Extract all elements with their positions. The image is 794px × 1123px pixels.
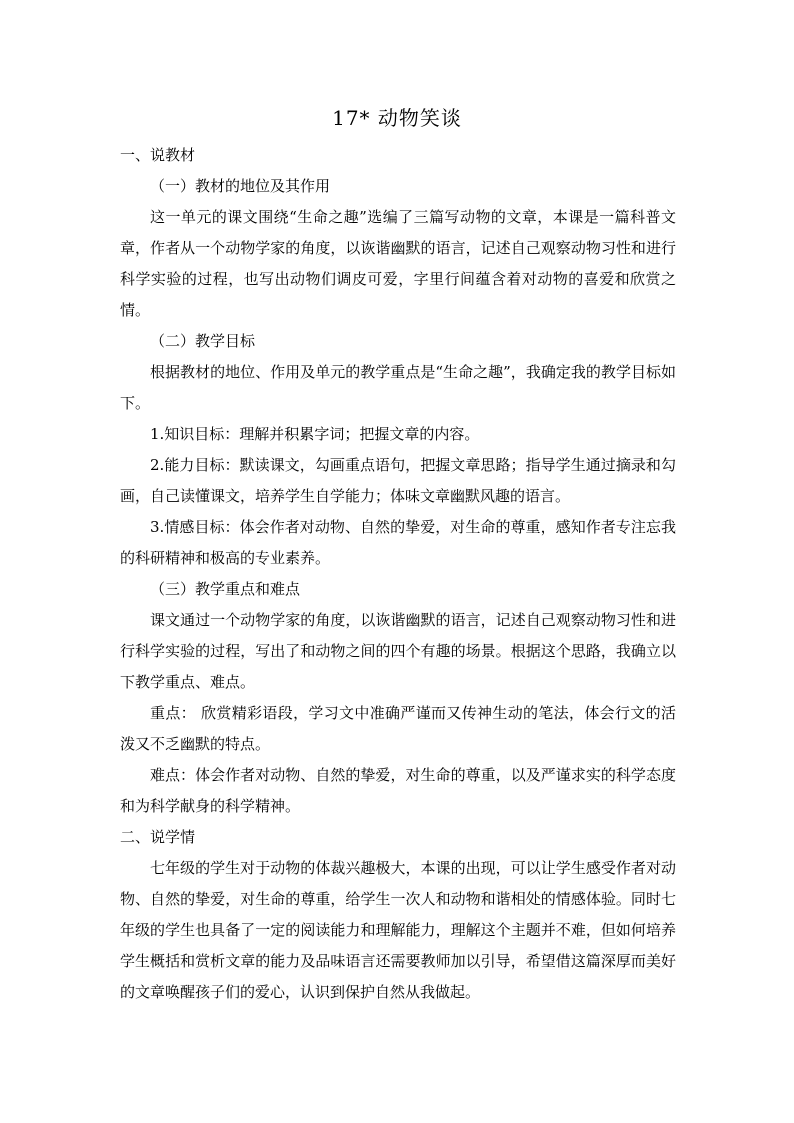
paragraph-student-analysis: 七年级的学生对于动物的体裁兴趣极大，本课的出现，可以让学生感受作者对动物、自然的挚爱，对生命的尊重，给学生一次人和动物和谐相处的情感体验。同时七年级的学生也具备了一定的阅读能力和理解能力，理解这个主题并不难，但如何培养学生概括和赏析文章的能力及品味语言还需要教师加以引导，希望借这篇深厚而美好的文章唤醒孩子们的爱心，认识到保护自然从我做起。 — [120, 859, 676, 1001]
subheading-key-difficult-points: （三）教学重点和难点 — [150, 580, 301, 598]
key-point: 重点： 欣赏精彩语段，学习文中准确严谨而又传神生动的笔法，体会行文的活泼又不乏幽默的特点。 — [120, 704, 676, 753]
goal-emotion: 3.情感目标：体会作者对动物、自然的挚爱，对生命的尊重，感知作者专注忘我的科研精神和极高的专业素养。 — [120, 518, 676, 567]
paragraph-material-position: 这一单元的课文围绕“生命之趣”选编了三篇写动物的文章，本课是一篇科普文章，作者从一个动物学家的角度，以诙谐幽默的语言，记述自己观察动物习性和进行科学实验的过程，也写出动物们调皮可爱，字里行间蕴含着对动物的喜爱和欣赏之情。 — [120, 208, 676, 319]
difficult-point: 难点：体会作者对动物、自然的挚爱，对生命的尊重，以及严谨求实的科学态度和为科学献身的科学精神。 — [120, 766, 676, 815]
subheading-material-position: （一）教材的地位及其作用 — [150, 177, 331, 195]
document-title: 17* 动物笑谈 — [332, 106, 462, 130]
paragraph-teaching-goals-intro: 根据教材的地位、作用及单元的教学重点是“生命之趣”，我确定我的教学目标如下。 — [120, 363, 676, 412]
paragraph-key-difficult-intro: 课文通过一个动物学家的角度，以诙谐幽默的语言，记述自己观察动物习性和进行科学实验的过程，写出了和动物之间的四个有趣的场景。根据这个思路，我确立以下教学重点、难点。 — [120, 611, 676, 691]
section-heading-teaching-material: 一、说教材 — [120, 146, 196, 164]
section-heading-student-analysis: 二、说学情 — [120, 828, 196, 846]
goal-knowledge: 1.知识目标：理解并积累字词；把握文章的内容。 — [150, 425, 480, 443]
goal-ability: 2.能力目标：默读课文，勾画重点语句，把握文章思路；指导学生通过摘录和勾画，自己读懂课文，培养学生自学能力；体味文章幽默风趣的语言。 — [120, 456, 676, 505]
document-body — [120, 140, 676, 1008]
subheading-teaching-goals: （二）教学目标 — [150, 332, 256, 350]
